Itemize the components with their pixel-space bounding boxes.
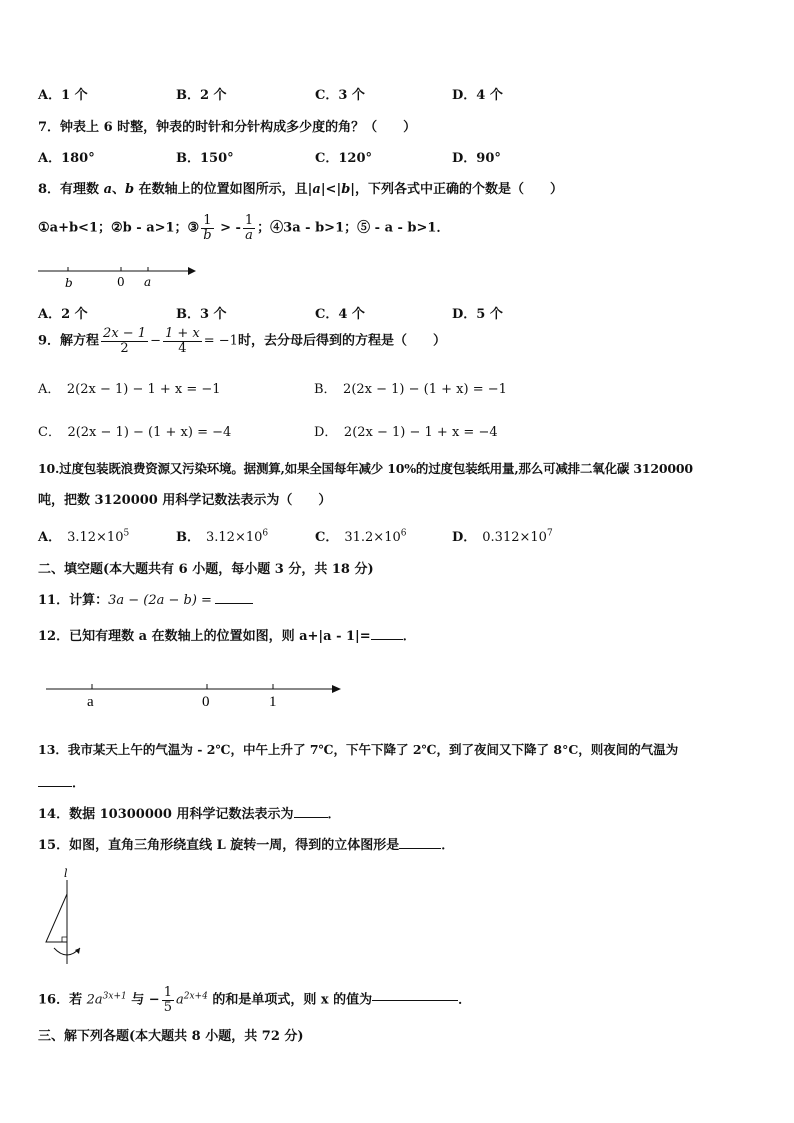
q10-stem-line2: 吨，把数 3120000 用科学记数法表示为（ ） xyxy=(38,493,332,508)
q9-option-a: A． 2(2x − 1) − 1 + x = −1 xyxy=(38,382,221,397)
q9-stem: 9．解方程 $\frac{2x - 1}{2}$ − $\frac{1 + x}{4}$ = −1时，去分母后得到的方程是（ ） xyxy=(38,326,446,356)
q12-axis-label-1: 1 xyxy=(269,694,277,710)
q6-option-c: C．3 个 xyxy=(315,88,365,103)
section2-heading: 二、填空题(本大题共有 6 小题，每小题 3 分，共 18 分) xyxy=(38,562,374,577)
q9-option-c: C． 2(2x − 1) − (1 + x) = −4 xyxy=(38,425,232,440)
q7-option-d: D．90° xyxy=(452,151,501,166)
q8-stem: 8．有理数 a、b 在数轴上的位置如图所示，且|a|<|b|，下列各式中正确的个数是（ ） xyxy=(38,182,564,197)
q13-answer-line: ． xyxy=(38,772,85,791)
q12-stem: 12．已知有理数 a 在数轴上的位置如图，则 a+|a - 1|= ． xyxy=(38,629,416,644)
q6-option-b: B．2 个 xyxy=(176,88,227,103)
q16-stem: 16．若 $2a^{3x+1}$ 与 − $\frac{1}{5}$ $a^{2x+4}$ 的和是单项式，则 x 的值为 ． xyxy=(38,985,472,1015)
q13-stem: 13．我市某天上午的气温为 - 2℃，中午上升了 7℃，下午下降了 2℃，到了夜间又下降了 8°C，则夜间的气温为 xyxy=(38,742,679,757)
q12-axis-label-0: 0 xyxy=(202,694,210,710)
q15-triangle-figure xyxy=(40,866,90,970)
q10-option-a: A． $3.12\times 10^5$ xyxy=(38,528,130,545)
q6-option-a: A．1 个 xyxy=(38,88,88,103)
section3-heading: 三、解下列各题(本大题共 8 小题，共 72 分) xyxy=(38,1029,304,1044)
q8-option-a: A．2 个 xyxy=(38,307,88,322)
q9-option-d: D． 2(2x − 1) − 1 + x = −4 xyxy=(314,425,498,440)
q11-answer-blank[interactable] xyxy=(215,603,253,604)
q10-option-d: D． $0.312\times 10^7$ xyxy=(452,528,553,545)
q15-answer-blank[interactable] xyxy=(399,848,441,849)
q16-answer-blank[interactable] xyxy=(372,1000,458,1001)
q7-option-b: B．150° xyxy=(176,151,234,166)
q8-option-d: D．5 个 xyxy=(452,307,503,322)
q7-stem: 7．钟表上 6 时整，钟表的时针和分针构成多少度的角？（ ） xyxy=(38,120,417,135)
q9-option-b: B． 2(2x − 1) − (1 + x) = −1 xyxy=(314,382,507,397)
q10-stem-line1: 10.过度包装既浪费资源又污染环境。据测算,如果全国每年减少 10%的过度包装纸用量,那么可减排二氧化碳 3120000 xyxy=(38,461,693,476)
q8-statements: ①a+b<1；②b - a>1；③ $\frac{1}{b}$ > - $\frac{1}{a}$ ；④3a - b>1；⑤ - a - b>1． xyxy=(38,213,450,243)
q14-stem: 14．数据 10300000 用科学记数法表示为 ． xyxy=(38,807,341,822)
q12-answer-blank[interactable] xyxy=(371,639,403,640)
q10-option-b: B． $3.12\times 10^6$ xyxy=(176,528,269,545)
q8-axis-label-b: b xyxy=(65,276,73,290)
q12-number-line xyxy=(44,680,348,710)
q10-option-c: C． $31.2\times 10^6$ xyxy=(315,528,407,545)
q7-option-a: A．180° xyxy=(38,151,95,166)
q8-option-b: B．3 个 xyxy=(176,307,227,322)
q15-stem: 15．如图，直角三角形绕直线 L 旋转一周，得到的立体图形是 ． xyxy=(38,838,455,853)
q13-answer-blank[interactable] xyxy=(38,786,72,787)
q8-axis-label-a: a xyxy=(144,275,152,289)
q8-option-c: C．4 个 xyxy=(315,307,365,322)
q6-option-d: D．4 个 xyxy=(452,88,503,103)
q8-axis-label-0: 0 xyxy=(117,275,125,289)
q7-option-c: C．120° xyxy=(315,151,372,166)
q12-axis-label-a: a xyxy=(87,694,94,710)
q8-number-line xyxy=(36,262,201,292)
q11-stem: 11．计算：3a − (2a − b) = xyxy=(38,589,253,608)
q14-answer-blank[interactable] xyxy=(294,817,328,818)
q15-axis-label-l: l xyxy=(64,867,68,880)
